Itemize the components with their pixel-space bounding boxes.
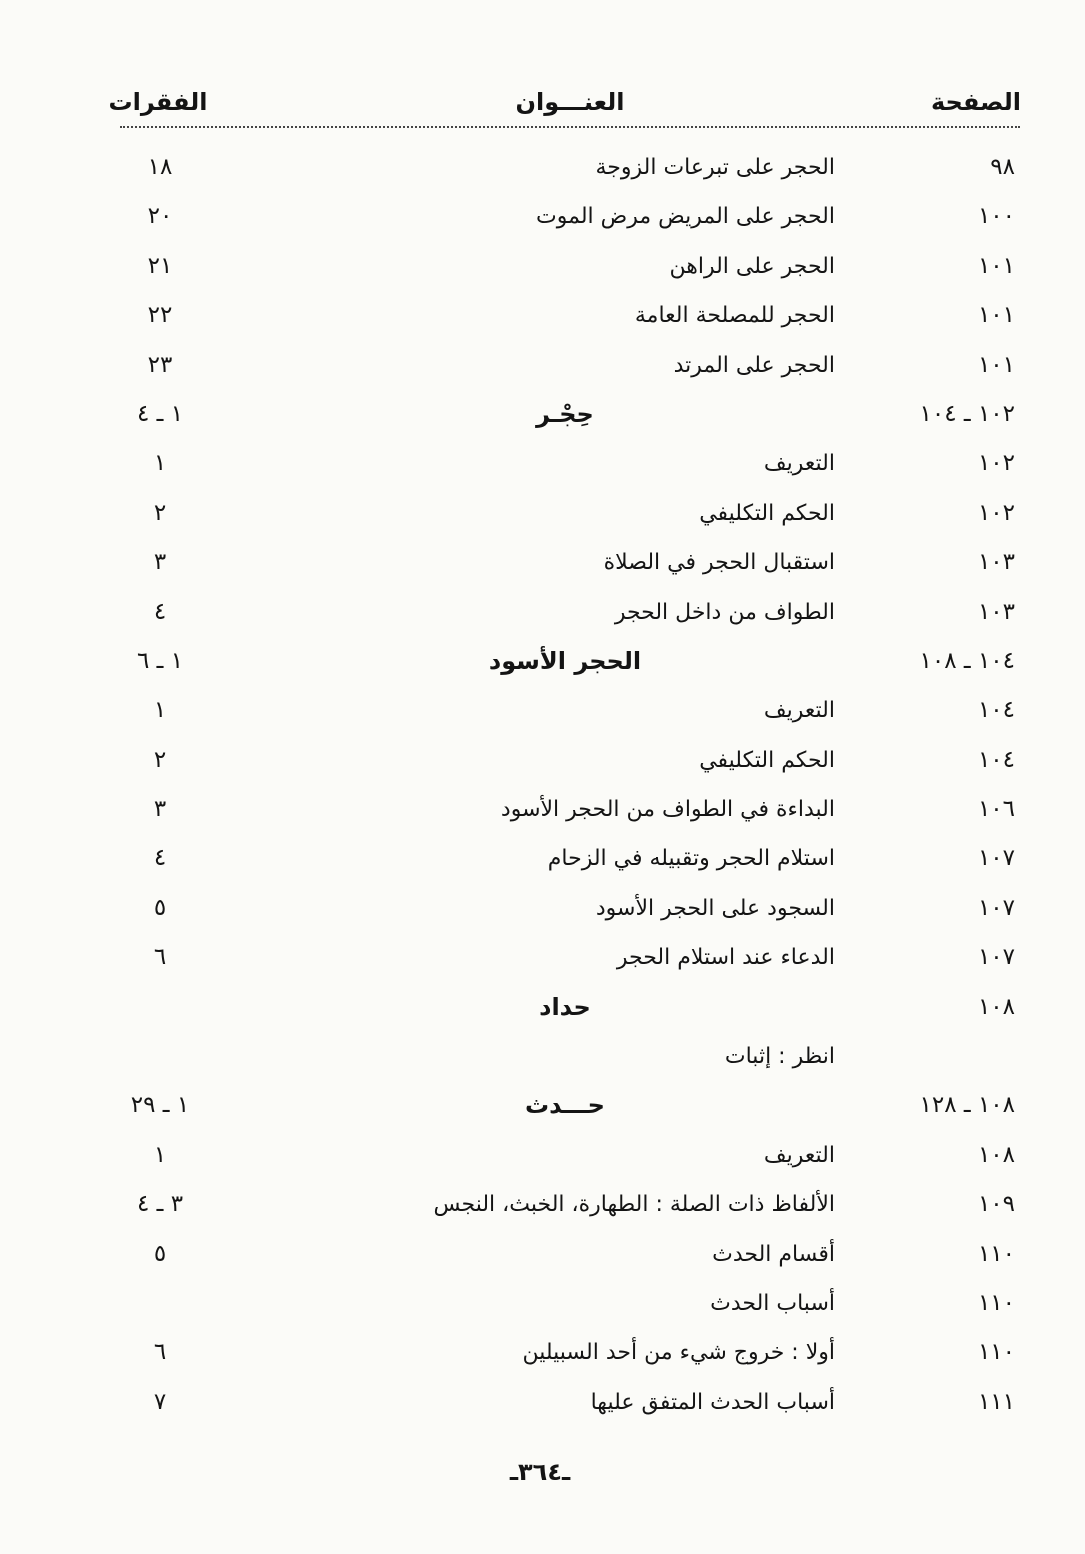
paragraph-range: ٣ <box>153 796 167 823</box>
index-row <box>0 439 1085 488</box>
page-number: ١٠٣ <box>977 549 1015 576</box>
page-number: ١٠٤ <box>977 697 1015 724</box>
page-number: ١٠٦ <box>977 796 1015 823</box>
paragraph-range: ١ <box>153 697 167 724</box>
paragraph-range: ٦ <box>153 944 167 971</box>
paragraph-range: ١ ـ ٤ <box>136 400 184 427</box>
page-number: ١٠٨ <box>977 1141 1015 1168</box>
entry-title: التعريف <box>763 1142 835 1168</box>
index-row <box>0 736 1085 785</box>
paragraph-range: ٢٢ <box>147 302 173 329</box>
page-number: ١٠٢ ـ ١٠٤ <box>919 400 1015 427</box>
entry-title: استقبال الحجر في الصلاة <box>603 550 835 576</box>
index-heading-row <box>0 390 1085 439</box>
index-row <box>0 1032 1085 1081</box>
index-row <box>0 1279 1085 1328</box>
paragraphs-column-header: الفقرات <box>108 88 208 116</box>
entry-title: الحكم التكليفي <box>699 747 835 773</box>
page-number: ١١١ <box>977 1388 1015 1415</box>
index-row <box>0 1230 1085 1279</box>
paragraph-range: ٦ <box>153 1339 167 1366</box>
entry-title: التعريف <box>763 698 835 724</box>
paragraph-range: ٢ <box>153 499 167 526</box>
page-number: ١١٠ <box>977 1339 1015 1366</box>
entry-title: استلام الحجر وتقبيله في الزحام <box>547 846 835 872</box>
page-number: ١١٠ <box>977 1289 1015 1316</box>
paragraph-range: ٣ ـ ٤ <box>136 1191 184 1218</box>
page-number: ١٠١ <box>977 252 1015 279</box>
page-number: ١٠٧ <box>977 894 1015 921</box>
page-number: ١٠٣ <box>977 598 1015 625</box>
paragraph-range: ٧ <box>153 1388 167 1415</box>
index-row <box>0 291 1085 340</box>
entry-title: حداد <box>539 992 591 1021</box>
entry-title: أسباب الحدث المتفق عليها <box>590 1389 835 1415</box>
entry-title: الحجر على المريض مرض الموت <box>536 204 835 230</box>
paragraph-range: ١٨ <box>147 154 173 180</box>
index-row <box>0 785 1085 834</box>
page-number: ٩٨ <box>990 154 1015 180</box>
index-row <box>0 834 1085 883</box>
paragraph-range: ١ ـ ٦ <box>136 647 184 674</box>
page-number: ١٠٨ ـ ١٢٨ <box>919 1092 1015 1119</box>
page-number: ١٠٢ <box>977 450 1015 477</box>
entry-title: الحكم التكليفي <box>699 500 835 526</box>
index-row <box>0 192 1085 241</box>
paragraph-range: ١ <box>153 1141 167 1168</box>
page-number: ١٠٢ <box>977 499 1015 526</box>
index-row <box>0 933 1085 982</box>
entry-title: حـــدث <box>525 1091 605 1120</box>
index-row <box>0 341 1085 390</box>
entry-title: أقسام الحدث <box>712 1241 835 1267</box>
index-row <box>0 1378 1085 1427</box>
index-row <box>0 686 1085 735</box>
paragraph-range: ٥ <box>153 894 167 921</box>
page-number: ١٠٠ <box>977 203 1015 230</box>
page-number: ١٠٤ <box>977 746 1015 773</box>
page-footer-number: ـ٣٦٤ـ <box>509 1458 571 1486</box>
entry-title: البداءة في الطواف من الحجر الأسود <box>500 797 835 823</box>
entry-title: الحجر الأسود <box>488 646 642 675</box>
paragraph-range: ٢ <box>153 746 167 773</box>
paragraph-range: ١ ـ ٢٩ <box>130 1092 190 1119</box>
index-row <box>0 538 1085 587</box>
paragraph-range: ٤ <box>153 845 167 872</box>
paragraph-range: ١ <box>153 450 167 477</box>
entry-title: الحجر على المرتد <box>673 352 835 378</box>
entry-title: الألفاظ ذات الصلة : الطهارة، الخبث، النجس <box>433 1192 835 1218</box>
index-list <box>0 143 1085 1427</box>
entry-title: انظر : إثبات <box>724 1044 835 1070</box>
paragraph-range: ٢١ <box>147 252 173 279</box>
page-number: ١٠٩ <box>977 1191 1015 1218</box>
page-number: ١١٠ <box>977 1240 1015 1267</box>
page-column-header: الصفحة <box>930 88 1021 116</box>
page-number: ١٠٧ <box>977 944 1015 971</box>
entry-title: السجود على الحجر الأسود <box>595 895 835 921</box>
index-row <box>0 588 1085 637</box>
paragraph-range: ٣ <box>153 549 167 576</box>
title-column-header: العنـــوان <box>515 88 625 116</box>
page-number: ١٠١ <box>977 302 1015 329</box>
paragraph-range: ٥ <box>153 1240 167 1267</box>
paragraph-range: ٢٠ <box>147 203 173 230</box>
index-row <box>0 143 1085 192</box>
entry-title: أسباب الحدث <box>710 1290 835 1316</box>
index-row <box>0 1328 1085 1377</box>
entry-title: الحجر للمصلحة العامة <box>634 303 835 329</box>
index-row <box>0 242 1085 291</box>
entry-title: الطواف من داخل الحجر <box>614 599 835 625</box>
index-row <box>0 1131 1085 1180</box>
index-heading-row <box>0 637 1085 686</box>
index-row <box>0 489 1085 538</box>
page-number: ١٠٤ ـ ١٠٨ <box>919 647 1015 674</box>
page-number: ١٠١ <box>977 351 1015 378</box>
entry-title: الحجر على تبرعات الزوجة <box>595 155 835 180</box>
entry-title: الحجر على الراهن <box>669 253 835 279</box>
index-heading-row <box>0 983 1085 1032</box>
paragraph-range: ٢٣ <box>147 351 173 378</box>
paragraph-range: ٤ <box>153 598 167 625</box>
index-row <box>0 884 1085 933</box>
index-row <box>0 1180 1085 1229</box>
header-divider <box>120 126 1020 128</box>
index-heading-row <box>0 1081 1085 1130</box>
entry-title: حِجْـر <box>536 399 594 428</box>
page-number: ١٠٨ <box>977 993 1015 1020</box>
entry-title: الدعاء عند استلام الحجر <box>616 945 835 971</box>
entry-title: أولا : خروج شيء من أحد السبيلين <box>522 1340 835 1366</box>
page-number: ١٠٧ <box>977 845 1015 872</box>
entry-title: التعريف <box>763 451 835 477</box>
